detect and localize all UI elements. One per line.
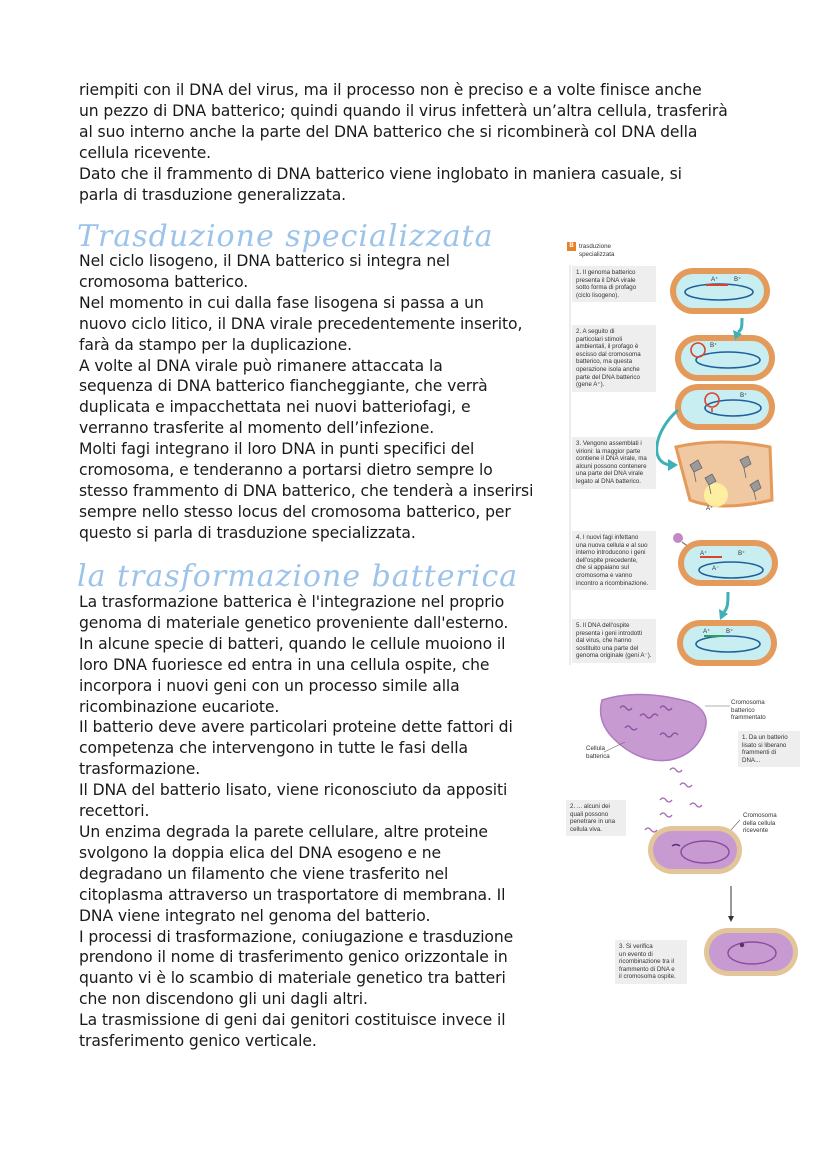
caption-line: 2. ... alcuni dei (570, 803, 610, 810)
caption-line: frammenti di (742, 749, 777, 757)
caption-line: presenta i geni introdotti (576, 629, 643, 637)
text-line: riempiti con il DNA del virus, ma il processo non è preciso e a volte finisce anche (79, 81, 702, 99)
caption-line: frammento di DNA e (619, 965, 675, 973)
receiving-bacterium (648, 826, 742, 874)
gene-label-a-plus: A⁺ (700, 550, 708, 557)
caption-line: virioni: la maggior parte (576, 447, 641, 455)
caption-line: particolari stimoli (576, 335, 623, 343)
caption-line: 5. Il DNA dell'ospite (576, 622, 630, 629)
text-line: al suo interno anche la parte del DNA batterico che si ricombinerà col DNA della (79, 122, 698, 141)
caption-line: contiene il DNA virale, ma (576, 455, 647, 463)
caption-line: dal virus, che hanno (576, 637, 632, 645)
gene-label-a-plus: A⁺ (703, 628, 711, 635)
text-line: cromosoma, e tenderanno a portarsi dietro sempre lo (79, 461, 493, 480)
label-line: ricevente (743, 827, 769, 835)
caption-step2-transformation (566, 800, 626, 836)
caption-line: il cromosoma ospite. (619, 973, 676, 981)
caption-line: penetrare in una (570, 818, 616, 826)
text-line: loro DNA fuoriesce ed entra in una cellula ospite, che (79, 655, 490, 674)
text-line: Nel ciclo lisogeno, il DNA batterico si integra nel (79, 252, 450, 270)
text-line: quanto vi è lo scambio di materiale genetico tra batteri (79, 969, 506, 988)
text-line: incorpora i nuovi geni con un processo simile alla (79, 676, 460, 695)
text-line: cellula ricevente. (79, 143, 212, 162)
caption-line: alcuni possono contenere (576, 462, 647, 470)
caption-line: dell'ospite precedente, (576, 556, 638, 564)
text-line: che non discendono gli uni dagli altri. (79, 990, 368, 1009)
caption-line: 1. Il genoma batterico (576, 269, 636, 276)
text-line: degradano un filamento che viene trasferito nel (79, 864, 449, 883)
label-line: Cromosoma (731, 699, 765, 706)
caption-line: lisato si liberano (742, 741, 787, 749)
text-line: La trasmissione di geni dai genitori costituisce invece il (79, 1011, 506, 1030)
caption-line: 3. Vengono assemblati i (576, 440, 642, 447)
caption-line: parte del DNA batterico (576, 373, 640, 381)
section-heading-trasformazione: la trasformazione batterica (77, 559, 519, 594)
recombined-bacterium (704, 928, 798, 976)
label-fragmented-chromosome (731, 699, 766, 722)
gene-label-b-plus: B⁺ (738, 550, 746, 557)
gene-label-b-plus: B⁺ (740, 392, 748, 399)
caption-step3-transformation (615, 940, 687, 984)
text-line: farà da stampo per la duplicazione. (79, 335, 352, 354)
text-line: ricombinazione eucariote. (79, 697, 280, 716)
caption-line: 1. Da un batterio (742, 734, 788, 741)
text-line: sequenza di DNA batterico fiancheggiante, che verrà (79, 377, 488, 396)
text-line: In alcune specie di batteri, quando le cellule muoiono il (79, 634, 506, 653)
caption-line: genoma originale (geni A⁻). (576, 652, 652, 660)
caption-line: batterico, ma questa (576, 358, 633, 366)
text-line: Il batterio deve avere particolari proteine dette fattori di (79, 718, 513, 737)
text-line: Un enzima degrada la parete cellulare, altre proteine (79, 822, 488, 841)
label-line: Cellula (586, 745, 605, 752)
label-line: frammentato (731, 714, 766, 722)
text-line: A volte al DNA virale può rimanere attaccata la (79, 356, 443, 375)
text-line: citoplasma attraverso un trasportatore di membrana. Il (79, 885, 506, 904)
text-line: Dato che il frammento di DNA batterico viene inglobato in maniera casuale, si (79, 164, 682, 183)
figure-title-line: trasduzione (579, 243, 611, 250)
caption-line: escisso dal cromosoma (576, 350, 641, 358)
caption-line: DNA... (742, 756, 761, 764)
text-line: recettori. (79, 802, 150, 821)
dna-fragments (645, 768, 702, 832)
text-line: stesso frammento di DNA batterico, che tenderà a inserirsi (79, 481, 534, 500)
caption-line: (ciclo lisogeno). (576, 291, 619, 299)
caption-line: presenta il DNA virale (576, 276, 636, 284)
text-line: prendono il nome di trasferimento genico orizzontale in (79, 948, 508, 967)
gene-label-a-plus: A⁺ (706, 505, 714, 512)
text-line: cromosoma batterico. (79, 272, 249, 291)
caption-line: operazione isola anche (576, 365, 640, 373)
label-line: batterico (731, 706, 755, 714)
text-line: Nel momento in cui dalla fase lisogena si passa a un (79, 293, 484, 312)
caption-line: una nuova cellula e al suo (576, 541, 648, 549)
text-line: questo si parla di trasduzione specializzata. (79, 523, 416, 542)
text-line: parla di trasduzione generalizzata. (79, 185, 347, 204)
caption-line: sostituito una parte del (576, 644, 639, 652)
gene-label-b-plus: B⁺ (734, 276, 742, 283)
text-line: svolgono la doppia elica del DNA esogeno e ne (79, 843, 442, 862)
section-heading-trasduzione: Trasduzione specializzata (77, 219, 494, 254)
gene-label-a-minus: A⁻ (712, 565, 720, 572)
gene-label-b-plus: B⁺ (710, 342, 718, 349)
text-line: La trasformazione batterica è l'integrazione nel proprio (79, 593, 505, 611)
label-line: della cellula (743, 819, 776, 827)
caption-line: ambientali, il profago è (576, 343, 639, 351)
text-line: DNA viene integrato nel genoma del batterio. (79, 906, 431, 925)
caption-line: ricombinazione tra il (619, 958, 675, 966)
caption-line: legato al DNA batterico. (576, 477, 642, 485)
caption-step1-transformation (738, 731, 800, 767)
caption-line: (gene A⁺). (576, 381, 605, 389)
label-recipient-chromosome (743, 812, 777, 835)
text-line: un pezzo di DNA batterico; quindi quando il virus infetterà un’altra cellula, trasferirà (79, 101, 728, 120)
lysed-bacterium (601, 694, 707, 760)
caption-line: una parte del DNA virale (576, 470, 644, 478)
text-line: Molti fagi integrano il loro DNA in punti specifici del (79, 440, 475, 459)
text-line: I processi di trasformazione, coniugazione e trasduzione (79, 927, 514, 946)
caption-line: 4. I nuovi fagi infettano (576, 534, 639, 541)
caption-line: cellula viva. (570, 825, 602, 833)
caption-line: interno introducono i geni (576, 549, 646, 557)
gene-label-b-plus: B⁺ (726, 628, 734, 635)
caption-line: 3. Si verifica (619, 943, 653, 950)
label-bacterial-cell (586, 745, 610, 760)
gene-label-a-plus: A⁺ (711, 276, 719, 283)
text-line: competenza che intervengono in tutte le fasi della (79, 739, 468, 758)
caption-line: sotto forma di profago (576, 284, 637, 292)
text-line: Il DNA del batterio lisato, viene riconosciuto da appositi (79, 781, 508, 800)
text-line: nuovo ciclo litico, il DNA virale precedentemente inserito, (79, 314, 523, 333)
caption-line: 2. A seguito di (576, 328, 615, 335)
figure-badge: B (567, 242, 576, 251)
caption-line: incontro a ricombinazione. (576, 579, 649, 587)
text-line: trasferimento genico verticale. (79, 1032, 317, 1051)
flow-arrowhead (728, 916, 734, 922)
text-line: verranno trasferite al momento dell’infezione. (79, 419, 435, 438)
caption-line: che si appaiano sul (576, 564, 629, 572)
caption-line: cromosoma e vanno (576, 571, 633, 579)
text-line: trasformazione. (79, 760, 201, 779)
text-line: sempre nello stesso locus del cromosoma batterico, per (79, 502, 511, 521)
figure-title-line: specializzata (579, 250, 615, 258)
caption-line: un evento di (619, 950, 653, 958)
label-line: Cromosoma (743, 812, 777, 819)
caption-line: quali possono (570, 810, 609, 818)
text-line: genoma di materiale genetico proveniente dall'esterno. (79, 613, 509, 632)
text-line: duplicata e impacchettata nei nuovi batteriofagi, e (79, 398, 471, 417)
label-line: batterica (586, 752, 610, 760)
